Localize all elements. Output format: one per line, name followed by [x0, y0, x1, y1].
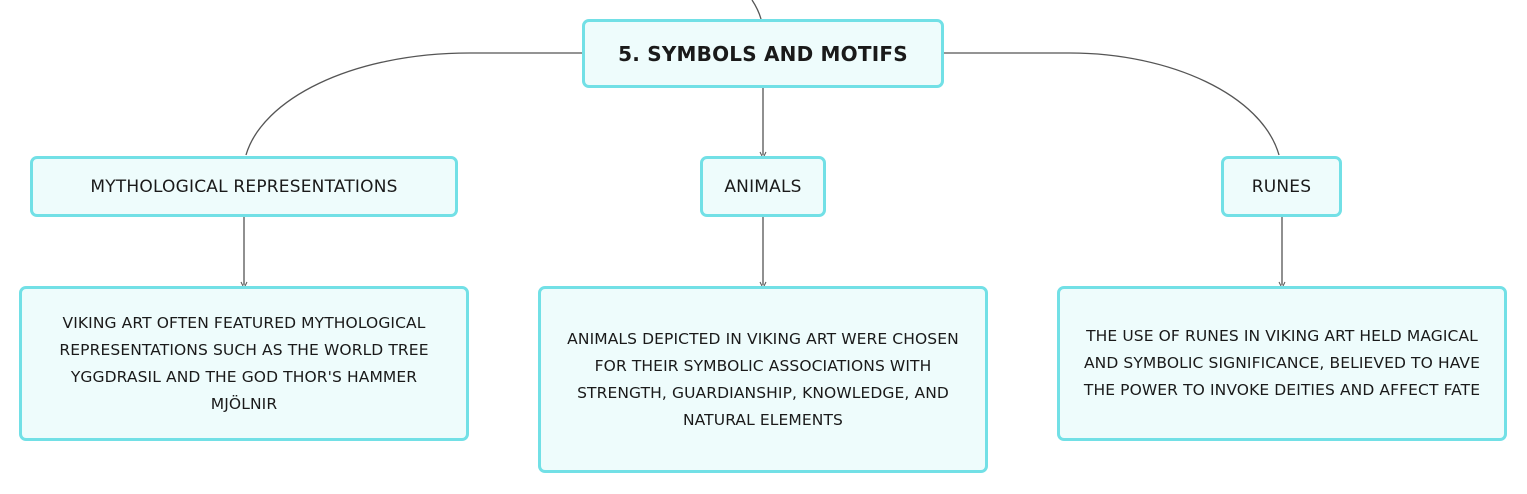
- root-node-symbols-and-motifs[interactable]: [582, 19, 944, 88]
- branch-node-label: RUNES: [1251, 176, 1312, 197]
- leaf-node-runes-description[interactable]: [1057, 286, 1507, 441]
- leaf-node-mythological-description[interactable]: [19, 286, 469, 441]
- branch-node-label: ANIMALS: [724, 176, 802, 197]
- leaf-node-text: THE USE OF RUNES IN VIKING ART HELD MAGICAL AND SYMBOLIC SIGNIFICANCE, BELIEVED TO HAVE THE POWER TO INVOKE DEITIES AND AFFECT FATE: [1083, 327, 1481, 399]
- connector-root-to-mythological: [246, 53, 582, 155]
- leaf-node-text: ANIMALS DEPICTED IN VIKING ART WERE CHOSEN FOR THEIR SYMBOLIC ASSOCIATIONS WITH STRENGTH, GUARDIANSHIP, KNOWLEDGE, AND NATURAL ELEMENTS: [567, 329, 959, 429]
- branch-node-animals[interactable]: [700, 156, 826, 217]
- root-node-label: 5. SYMBOLS AND MOTIFS: [618, 41, 908, 66]
- incoming-connector: [752, 0, 761, 19]
- branch-node-label: MYTHOLOGICAL REPRESENTATIONS: [90, 176, 398, 197]
- branch-node-mythological-representations[interactable]: [30, 156, 458, 217]
- connector-root-to-runes: [944, 53, 1279, 155]
- leaf-node-animals-description[interactable]: [538, 286, 988, 473]
- leaf-node-text: VIKING ART OFTEN FEATURED MYTHOLOGICAL REPRESENTATIONS SUCH AS THE WORLD TREE YGGDRASIL AND THE GOD THOR'S HAMMER MJÖLNIR: [59, 313, 429, 413]
- branch-node-runes[interactable]: [1221, 156, 1342, 217]
